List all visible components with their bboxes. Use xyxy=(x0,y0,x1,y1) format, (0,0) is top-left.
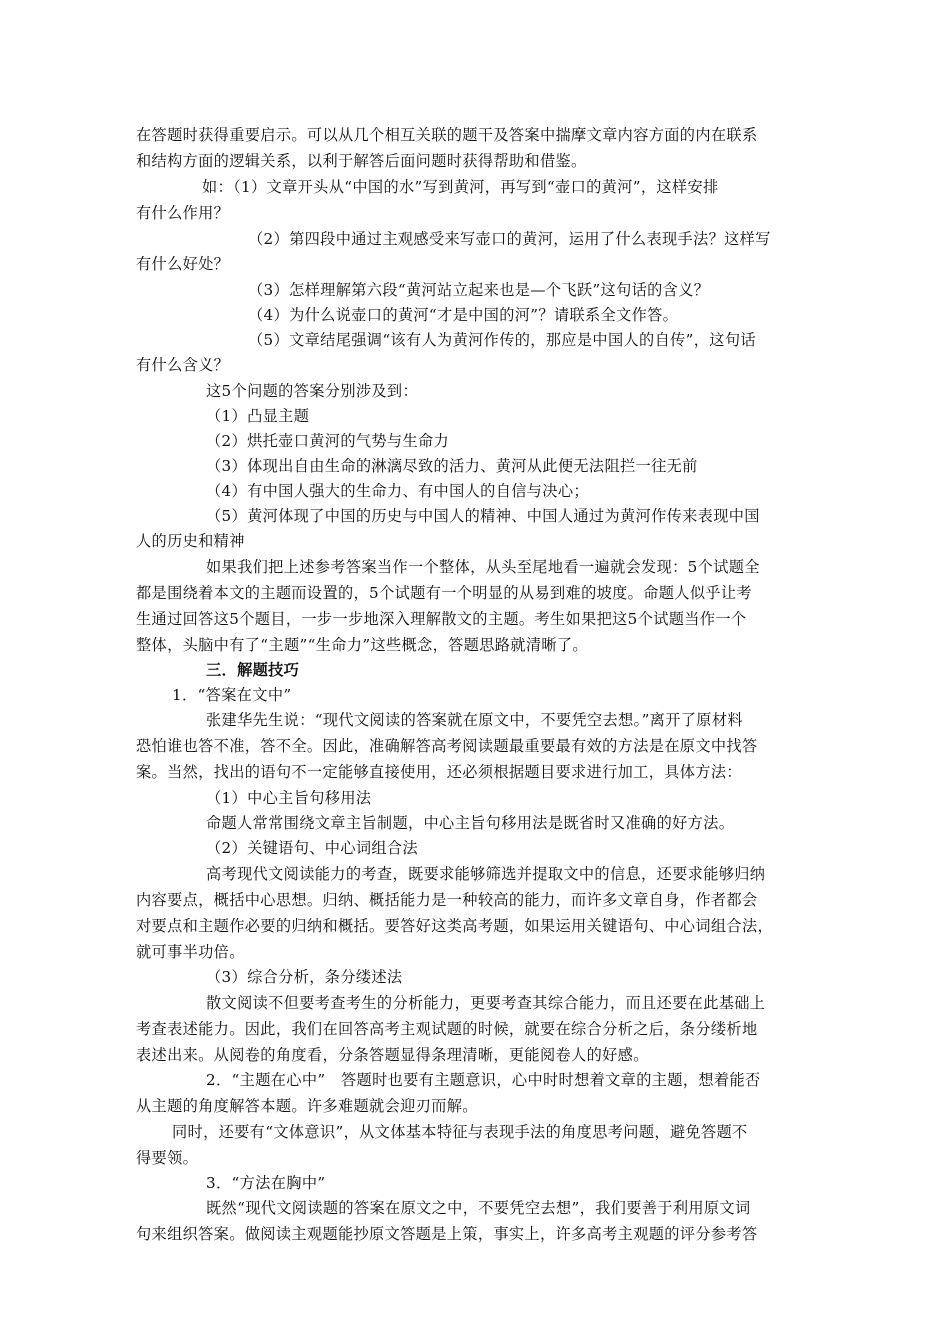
text-line: 散文阅读不但要考查考生的分析能力，更要考查其综合能力，而且还要在此基础上 xyxy=(206,994,766,1012)
text-line: 内容要点，概括中心思想。归纳、概括能力是一种较高的能力，而许多文章自身，作者都会 xyxy=(136,891,758,909)
subheading: （2）关键语句、中心词组合法 xyxy=(206,839,419,857)
text-line: 在答题时获得重要启示。可以从几个相互关联的题干及答案中揣摩文章内容方面的内在联系 xyxy=(136,126,758,144)
text-line: 命题人常常围绕文章主旨制题，中心主旨句移用法是既省时又准确的好方法。 xyxy=(206,814,735,832)
subheading: 1．“答案在文中” xyxy=(172,686,292,704)
text-line: 既然“现代文阅读题的答案在原文之中，不要凭空去想”，我们要善于利用原文词 xyxy=(206,1199,751,1217)
text-line: （2）第四段中通过主观感受来写壶口的黄河，运用了什么表现手法？这样写 xyxy=(248,230,771,248)
text-line: 如：（1）文章开头从“中国的水”写到黄河，再写到“壶口的黄河”，这样安排 xyxy=(202,178,719,196)
text-line: 有什么含义？ xyxy=(136,356,230,374)
text-line: 2．“主题在心中” 答题时也要有主题意识，心中时时想着文章的主题，想着能否 xyxy=(206,1071,761,1089)
text-line: 句来组织答案。做阅读主观题能抄原文答题是上策，事实上，许多高考主观题的评分参考答 xyxy=(136,1225,758,1243)
text-line: 人的历史和精神 xyxy=(136,532,245,550)
text-line: （5）文章结尾强调“该有人为黄河作传的，那应是中国人的自传”，这句话 xyxy=(248,331,756,349)
text-line: 得要领。 xyxy=(136,1149,199,1167)
section-heading: 三．解题技巧 xyxy=(206,661,300,679)
subheading: （1）中心主旨句移用法 xyxy=(206,789,372,807)
text-line: （2）烘托壶口黄河的气势与生命力 xyxy=(206,432,450,450)
text-line: （3）怎样理解第六段“黄河站立起来也是—个飞跃”这句话的含义？ xyxy=(248,281,710,299)
text-line: 这5个问题的答案分别涉及到： xyxy=(206,382,419,400)
text-line: （3）体现出自由生命的淋漓尽致的活力、黄河从此便无法阻拦一往无前 xyxy=(206,457,698,475)
text-line: 从主题的角度解答本题。许多难题就会迎刃而解。 xyxy=(136,1097,478,1115)
text-line: 就可事半功倍。 xyxy=(136,943,245,961)
text-line: 对要点和主题作必要的归纳和概括。要答好这类高考题，如果运用关键语句、中心词组合法， xyxy=(136,917,774,935)
text-line: 高考现代文阅读能力的考查，既要求能够筛选并提取文中的信息，还要求能够归纳 xyxy=(206,865,766,883)
text-line: （4）有中国人强大的生命力、有中国人的自信与决心； xyxy=(206,482,589,500)
subheading: 3．“方法在胸中” xyxy=(206,1174,326,1192)
text-line: （1）凸显主题 xyxy=(206,407,310,425)
text-line: （4）为什么说壶口的黄河“才是中国的河”？请联系全文作答。 xyxy=(248,306,679,324)
text-line: 表述出来。从阅卷的角度看，分条答题显得条理清晰，更能阅卷人的好感。 xyxy=(136,1046,649,1064)
text-line: 和结构方面的逻辑关系，以利于解答后面问题时获得帮助和借鉴。 xyxy=(136,152,587,170)
text-line: 同时，还要有“文体意识”，从文体基本特征与表现手法的角度思考问题，避免答题不 xyxy=(172,1123,748,1141)
text-line: 考查表述能力。因此，我们在回答高考主观试题的时候，就要在综合分析之后，条分缕析地 xyxy=(136,1020,758,1038)
text-line: 恐怕谁也答不准，答不全。因此，准确解答高考阅读题最重要最有效的方法是在原文中找答 xyxy=(136,737,758,755)
text-line: 案。当然，找出的语句不一定能够直接使用，还必须根据题目要求进行加工，具体方法： xyxy=(136,763,742,781)
text-line: 张建华先生说：“现代文阅读的答案就在原文中，不要凭空去想。”离开了原材料 xyxy=(206,711,743,729)
text-line: 如果我们把上述参考答案当作一个整体，从头至尾地看一遍就会发现：5个试题全 xyxy=(206,558,760,576)
text-line: 都是围绕着本文的主题而设置的，5个试题有一个明显的从易到难的坡度。命题人似乎让考 xyxy=(136,584,752,602)
text-line: 整体，头脑中有了“主题”“生命力”这些概念，答题思路就清晰了。 xyxy=(136,636,588,654)
subheading: （3）综合分析，条分缕述法 xyxy=(206,968,403,986)
text-line: （5）黄河体现了中国的历史与中国人的精神、中国人通过为黄河作传来表现中国 xyxy=(206,507,760,525)
text-line: 生通过回答这5个题目，一步一步地深入理解散文的主题。考生如果把这5个试题当作一个 xyxy=(136,610,747,628)
text-line: 有什么好处？ xyxy=(136,255,230,273)
text-line: 有什么作用？ xyxy=(136,204,230,222)
